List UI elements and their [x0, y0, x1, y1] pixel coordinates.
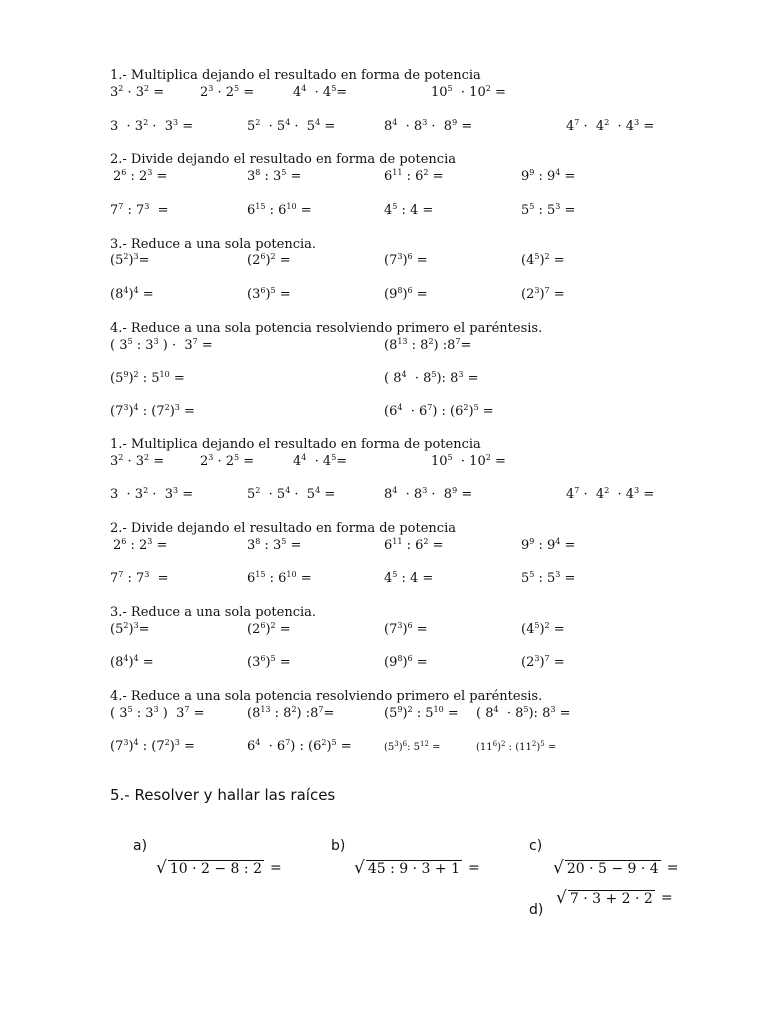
exercise: $(2^6)^2$ =: [247, 621, 291, 637]
section-2-heading: 2.- Divide dejando el resultado en forma de potencia: [110, 521, 456, 536]
radical-sign-icon: √: [553, 858, 564, 878]
item-label: b): [331, 838, 346, 854]
exercise: $(9^8)^6$ =: [384, 286, 428, 302]
exercise: $5^2 \cdot 5^4 \cdot 5^4$ =: [247, 118, 336, 134]
item-label: c): [529, 838, 543, 854]
exercise: ( $8^4 \cdot 8^5$): $8^3$ =: [476, 705, 571, 721]
exercise: $(3^6)^5$ =: [247, 286, 291, 302]
exercise: $4^5$ : 4 =: [384, 202, 434, 218]
exercise: $6^4 \cdot 6^7$) : $(6^2)^5$ =: [247, 738, 352, 754]
exercise: ( $8^4 \cdot 8^5$): $8^3$ =: [384, 370, 479, 386]
radical-sign-icon: √: [354, 858, 365, 878]
exercise: $(7^3)^4$ : $(7^2)^3$ =: [110, 403, 195, 419]
exercise: $4^7 \cdot 4^2 \cdot 4^3$ =: [566, 118, 655, 134]
exercise: $(11^6)^2$ : $(11^2)^5$ =: [476, 740, 557, 753]
exercise: $(4^5)^2$ =: [521, 621, 565, 637]
exercise: $5^2 \cdot 5^4 \cdot 5^4$ =: [247, 486, 336, 502]
square-root-expression: [354, 860, 480, 878]
exercise: ($8^{13}$ : $8^2$) $:8^7=$: [247, 705, 335, 721]
exercise: $4^7 \cdot 4^2 \cdot 4^3$ =: [566, 486, 655, 502]
section-3-heading: 3.- Reduce a una sola potencia.: [110, 237, 317, 252]
exercise: $5^5$ : $5^3$ =: [521, 202, 576, 218]
exercise: $2^6$ : $2^3$ =: [113, 537, 168, 553]
exercise: $9^9$ : $9^4$ =: [521, 168, 576, 184]
radical-sign-icon: √: [556, 888, 567, 908]
square-root-expression: [156, 860, 282, 878]
item-label: a): [133, 838, 148, 854]
exercise: $2^3 \cdot 2^5$ =: [200, 84, 255, 100]
exercise: $(3^6)^5$ =: [247, 654, 291, 670]
exercise: $2^6$ : $2^3$ =: [113, 168, 168, 184]
exercise: $6^{11}$ : $6^2$ =: [384, 168, 444, 184]
exercise: $4^4 \cdot 4^5=$: [293, 84, 348, 100]
exercise: $(5^9)^2$ : $5^{10}$ =: [110, 370, 185, 386]
section-1-heading: 1.- Multiplica dejando el resultado en forma de potencia: [110, 437, 481, 452]
section-4-heading: 4.- Reduce a una sola potencia resolviendo primero el paréntesis.: [110, 689, 543, 704]
exercise: $4^5$ : 4 =: [384, 570, 434, 586]
exercise: $6^{11}$ : $6^2$ =: [384, 537, 444, 553]
exercise: ( $3^5$ : $3^3$ ) · $3^7$ =: [110, 337, 213, 353]
radicand: 20 · 5 − 9 · 4: [566, 861, 659, 877]
exercise: $3 \cdot 3^2 \cdot 3^3$ =: [110, 486, 194, 502]
exercise: $3^8$ : $3^5$ =: [247, 537, 302, 553]
exercise: $2^3 \cdot 2^5$ =: [200, 453, 255, 469]
exercise: $4^4 \cdot 4^5=$: [293, 453, 348, 469]
exercise: $(7^3)^6$ =: [384, 252, 428, 268]
exercise: $5^5$ : $5^3$ =: [521, 570, 576, 586]
section-5-heading: 5.- Resolver y hallar las raíces: [110, 786, 336, 804]
exercise: $(8^4)^4$ =: [110, 654, 154, 670]
radicand: 45 : 9 · 3 + 1: [367, 861, 460, 877]
section-3-heading: 3.- Reduce a una sola potencia.: [110, 605, 317, 620]
exercise: $7^7$ : $7^3$ =: [110, 202, 169, 218]
exercise: $8^4 \cdot 8^3 \cdot 8^9$ =: [384, 486, 473, 502]
exercise: $10^5 \cdot 10^2$ =: [431, 84, 506, 100]
exercise: $(5^3)^6$: $5^{12}$ =: [384, 740, 441, 753]
exercise: $(2^3)^7$ =: [521, 286, 565, 302]
square-root-expression: [553, 860, 678, 878]
exercise: $3 \cdot 3^2 \cdot 3^3$ =: [110, 118, 194, 134]
exercise: $(9^8)^6$ =: [384, 654, 428, 670]
exercise: $(6^4 \cdot 6^7)$ : $(6^2)^5$ =: [384, 403, 494, 419]
exercise: $(8^4)^4$ =: [110, 286, 154, 302]
exercise: $3^2 \cdot 3^2$ =: [110, 84, 165, 100]
exercise: $(5^2)^3=$: [110, 621, 150, 637]
exercise: $7^7$ : $7^3$ =: [110, 570, 169, 586]
section-4-heading: 4.- Reduce a una sola potencia resolviendo primero el paréntesis.: [110, 321, 543, 336]
exercise: $6^{15}$ : $6^{10}$ =: [247, 202, 312, 218]
exercise: $(5^2)^3=$: [110, 252, 150, 268]
exercise: $9^9$ : $9^4$ =: [521, 537, 576, 553]
exercise: $10^5 \cdot 10^2$ =: [431, 453, 506, 469]
radicand: 10 · 2 − 8 : 2: [169, 861, 262, 877]
equals-sign: =: [660, 890, 673, 906]
exercise: ( $3^5$ : $3^3$ ) $3^7$ =: [110, 705, 205, 721]
equals-sign: =: [269, 860, 282, 876]
equals-sign: =: [467, 860, 480, 876]
item-label: d): [529, 902, 544, 918]
exercise: $(7^3)^4$ : $(7^2)^3$ =: [110, 738, 195, 754]
radicand: 7 · 3 + 2 · 2: [569, 891, 653, 907]
radical-sign-icon: √: [156, 858, 167, 878]
section-2-heading: 2.- Divide dejando el resultado en forma de potencia: [110, 152, 456, 167]
exercise: $3^2 \cdot 3^2$ =: [110, 453, 165, 469]
exercise: $(5^9)^2$ : $5^{10}$ =: [384, 705, 459, 721]
equals-sign: =: [666, 860, 679, 876]
exercise: $(2^6)^2$ =: [247, 252, 291, 268]
exercise: $3^8$ : $3^5$ =: [247, 168, 302, 184]
exercise: $(4^5)^2$ =: [521, 252, 565, 268]
square-root-expression: [556, 890, 673, 908]
section-1-heading: 1.- Multiplica dejando el resultado en forma de potencia: [110, 68, 481, 83]
exercise: $6^{15}$ : $6^{10}$ =: [247, 570, 312, 586]
exercise: ($8^{13}$ : $8^2$) $:8^7=$: [384, 337, 472, 353]
exercise: $(2^3)^7$ =: [521, 654, 565, 670]
exercise: $(7^3)^6$ =: [384, 621, 428, 637]
exercise: $8^4 \cdot 8^3 \cdot 8^9$ =: [384, 118, 473, 134]
